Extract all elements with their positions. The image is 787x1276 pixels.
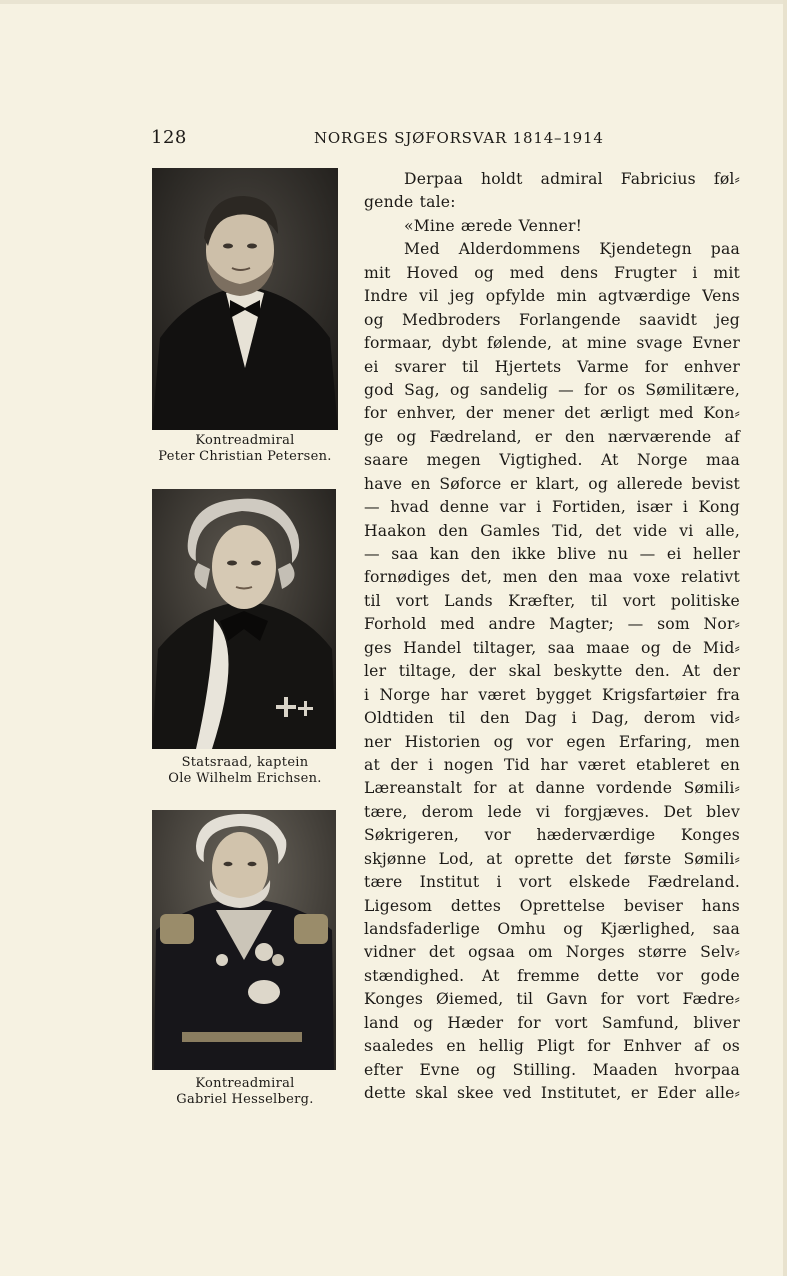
text-line: ei svarer til Hjertets Varme for enhver: [364, 357, 740, 376]
text-line: «Mine ærede Venner!: [404, 216, 583, 235]
page-header: [0, 125, 787, 149]
portrait-photo-erichsen: [152, 489, 336, 749]
text-line: at der i nogen Tid har været etableret en: [364, 755, 740, 774]
text-line: saare megen Vigtighed. At Norge maa: [364, 451, 740, 470]
text-line: ler tiltage, der skal beskytte den. At der: [364, 662, 740, 681]
text-line: og Medbroders Forlangende saavidt jeg: [364, 310, 740, 329]
text-line: ner Historien og vor egen Erfaring, men: [364, 732, 740, 751]
page-number: 128: [151, 127, 187, 148]
text-line: gende tale:: [364, 193, 456, 212]
text-line: Søkrigeren, vor hæderværdige Konges: [364, 826, 740, 845]
text-line: Med Alderdommens Kjendetegn paa: [404, 240, 740, 259]
text-line: Haakon den Gamles Tid, det vide vi alle,: [364, 521, 740, 540]
portrait-caption: [138, 1076, 352, 1108]
body-text: [364, 168, 740, 1106]
text-line: skjønne Lod, at oprette det første Sømili⸗: [364, 849, 740, 868]
caption-rank: Kontreadmiral: [195, 1076, 295, 1091]
page-edge: [0, 0, 787, 4]
portrait-caption: [138, 755, 352, 787]
portrait-photo-petersen: [152, 168, 338, 430]
text-line: tære Institut i vort elskede Fædreland.: [364, 873, 740, 892]
text-line: — saa kan den ikke blive nu — ei heller: [364, 545, 740, 563]
caption-name: Peter Christian Petersen.: [158, 449, 332, 464]
caption-name: Gabriel Hesselberg.: [176, 1092, 314, 1107]
text-line: ges Handel tiltager, saa maae og de Mid⸗: [364, 638, 740, 657]
text-line: vidner det ogsaa om Norges større Selv⸗: [364, 943, 740, 962]
portrait-photo-hesselberg: [152, 810, 336, 1070]
text-line: ge og Fædreland, er den nærværende af: [364, 427, 740, 446]
portrait-caption: [138, 433, 352, 465]
text-line: mit Hoved og med dens Frugter i mit: [364, 263, 740, 282]
text-line: efter Evne og Stilling. Maaden hvorpaa: [364, 1060, 740, 1079]
text-line: fornødiges det, men den maa voxe relativt: [364, 568, 740, 587]
text-line: land og Hæder for vort Samfund, bliver: [364, 1013, 740, 1032]
text-line: Indre vil jeg opfylde min agtværdige Vens: [364, 287, 740, 306]
text-line: i Norge har været bygget Krigsfartøier fra: [364, 685, 740, 704]
text-line: stændighed. At fremme dette vor gode: [364, 966, 740, 985]
text-line: Oldtiden til den Dag i Dag, derom vid⸗: [364, 709, 740, 728]
text-line: saaledes en hellig Pligt for Enhver af os: [364, 1037, 740, 1056]
text-line: tære, derom lede vi forgjæves. Det blev: [364, 802, 740, 821]
text-line: Ligesom dettes Oprettelse beviser hans: [364, 896, 740, 915]
text-line: dette skal skee ved Institutet, er Eder alle⸗: [364, 1084, 740, 1103]
caption-rank: Statsraad, kaptein: [181, 755, 309, 770]
text-line: — hvad denne var i Fortiden, især i Kong: [364, 498, 740, 517]
page-edge: [783, 0, 787, 1276]
text-line: Konges Øiemed, til Gavn for vort Fædre⸗: [364, 990, 740, 1009]
text-line: formaar, dybt følende, at mine svage Evner: [364, 334, 740, 353]
caption-name: Ole Wilhelm Erichsen.: [168, 771, 322, 786]
text-line: Forhold med andre Magter; — som Nor⸗: [364, 615, 740, 634]
text-line: Derpaa holdt admiral Fabricius føl⸗: [404, 170, 740, 188]
text-line: god Sag, og sandelig — for os Sømilitære,: [364, 380, 740, 399]
running-head: NORGES SJØFORSVAR 1814–1914: [314, 129, 604, 147]
caption-rank: Kontreadmiral: [195, 433, 295, 448]
text-line: have en Søforce er klart, og allerede bevist: [364, 474, 740, 493]
text-line: landsfaderlige Omhu og Kjærlighed, saa: [364, 920, 740, 938]
text-line: Læreanstalt for at danne vordende Sømili⸗: [364, 779, 740, 798]
text-line: for enhver, der mener det ærligt med Kon⸗: [364, 404, 740, 423]
text-line: til vort Lands Kræfter, til vort politiske: [364, 591, 740, 610]
